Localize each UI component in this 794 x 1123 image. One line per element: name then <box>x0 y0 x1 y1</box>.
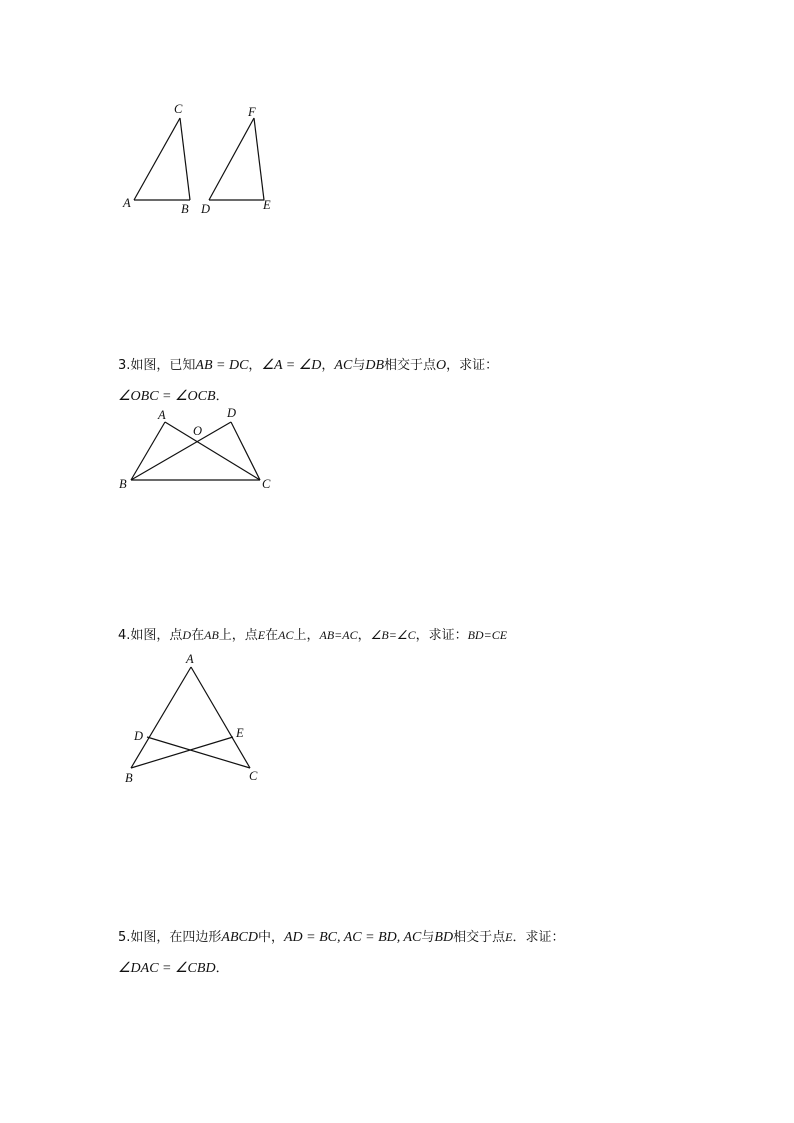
problem-3-statement: 3.如图，已知AB = DC，∠A = ∠D，AC与DB相交于点O，求证： <box>118 358 499 373</box>
figure-3-svg <box>0 400 300 500</box>
problem-3-conclusion: ∠OBC = ∠OCB． <box>118 389 229 404</box>
label-c: C <box>174 102 183 116</box>
label-a: A <box>186 652 194 666</box>
label-d: D <box>227 406 237 420</box>
label-b: B <box>119 477 127 491</box>
segment-cb <box>180 118 190 200</box>
figure-problem-3 <box>0 400 300 500</box>
segment-fe <box>254 118 264 200</box>
figure-4-svg <box>0 640 300 790</box>
label-c: C <box>262 477 271 491</box>
label-f: F <box>248 105 256 119</box>
figure-triangles-abc-def <box>0 0 300 230</box>
label-e: E <box>263 198 271 212</box>
label-d: D <box>134 729 144 743</box>
problem-5-conclusion: ∠DAC = ∠CBD． <box>118 961 229 976</box>
segment-df <box>209 118 254 200</box>
problem-3-number: 3. <box>118 358 131 373</box>
label-c: C <box>249 769 258 783</box>
segment-db <box>131 422 231 480</box>
label-d: D <box>201 202 211 216</box>
problem-5-number: 5. <box>118 930 131 945</box>
segment-ba <box>131 422 165 480</box>
problem-5-statement: 5.如图，在四边形ABCD中，AD = BC, AC = BD, AC与BD相交于点E．求证： <box>118 930 565 945</box>
problem-4-number: 4. <box>118 628 131 643</box>
label-a: A <box>123 196 131 210</box>
problem-4-statement: 4.如图，点D在AB上，点E在AC上，AB=AC，∠B=∠C，求证：BD=CE <box>118 628 508 643</box>
label-b: B <box>125 771 133 785</box>
segment-ac <box>134 118 180 200</box>
figure-problem-4 <box>0 640 300 790</box>
label-e: E <box>236 726 244 740</box>
label-b: B <box>181 202 189 216</box>
label-a: A <box>158 408 166 422</box>
label-o: O <box>193 424 203 438</box>
figure-1-svg <box>0 0 300 230</box>
